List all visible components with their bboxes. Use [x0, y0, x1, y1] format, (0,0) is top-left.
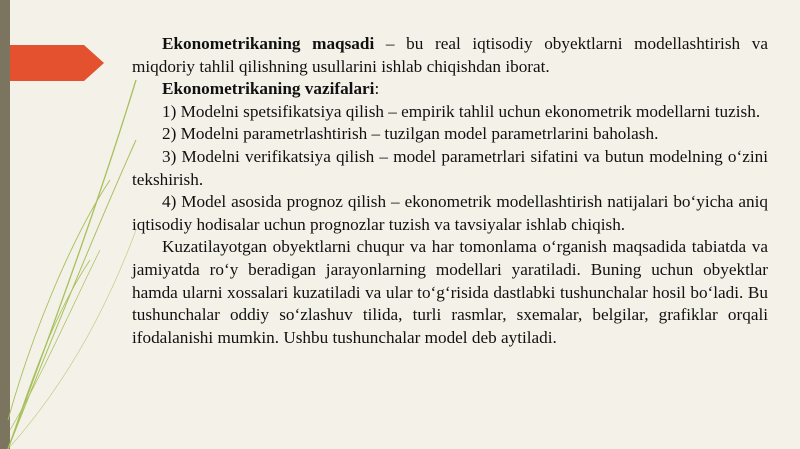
- heading-goal: Ekonometrikaning maqsadi: [162, 34, 375, 53]
- arrow-shape: [0, 45, 106, 81]
- paragraph-goal-text: – bu real iqtisodiy obyektlarni modellashtirish va miqdoriy tahlil qilishning usullarini ishlab chiqishdan iborat.: [132, 34, 768, 76]
- paragraph-goal: [132, 33, 768, 78]
- task-item-4: 4) Model asosida prognoz qilish – ekonometrik modellashtirish natijalari boʻyicha aniq iqtisodiy hodisalar uchun prognozlar tuzish va tavsiyalar ishlab chiqish.: [132, 192, 768, 234]
- heading-tasks-colon: :: [374, 79, 380, 99]
- task-item-1: 1) Modelni spetsifikatsiya qilish – empirik tahlil uchun ekonometrik modellarni tuzish.: [162, 101, 761, 121]
- heading-tasks: Ekonometrikaning vazifalari: [162, 79, 375, 99]
- paragraph-tasks-heading: [132, 78, 768, 101]
- paragraph-models: Kuzatilayotgan obyektlarni chuqur va har tomonlama oʻrganish maqsadida tabiatda va jamiyatda roʻy beradigan jarayonlarning modellari yaratiladi. Buning uchun obyektlar hamda ularni xossalari kuzatiladi va ular toʻgʻrisida dastlabki tushunchalar hosil boʻladi. Bu tushunchalar oddiy soʻzlashuv tilida, turli rasmlar, sxemalar, belgilar, grafiklar orqali ifodalanishi mumkin. Ushbu tushunchalar model deb aytiladi.: [132, 237, 768, 347]
- task-item-2: 2) Modelni parametrlashtirish – tuzilgan model parametrlarini baholash.: [162, 124, 659, 144]
- document-body: [132, 33, 768, 349]
- task-item-3: 3) Modelni verifikatsiya qilish – model parametrlari sifatini va butun modelning oʻzini tekshirish.: [132, 146, 768, 189]
